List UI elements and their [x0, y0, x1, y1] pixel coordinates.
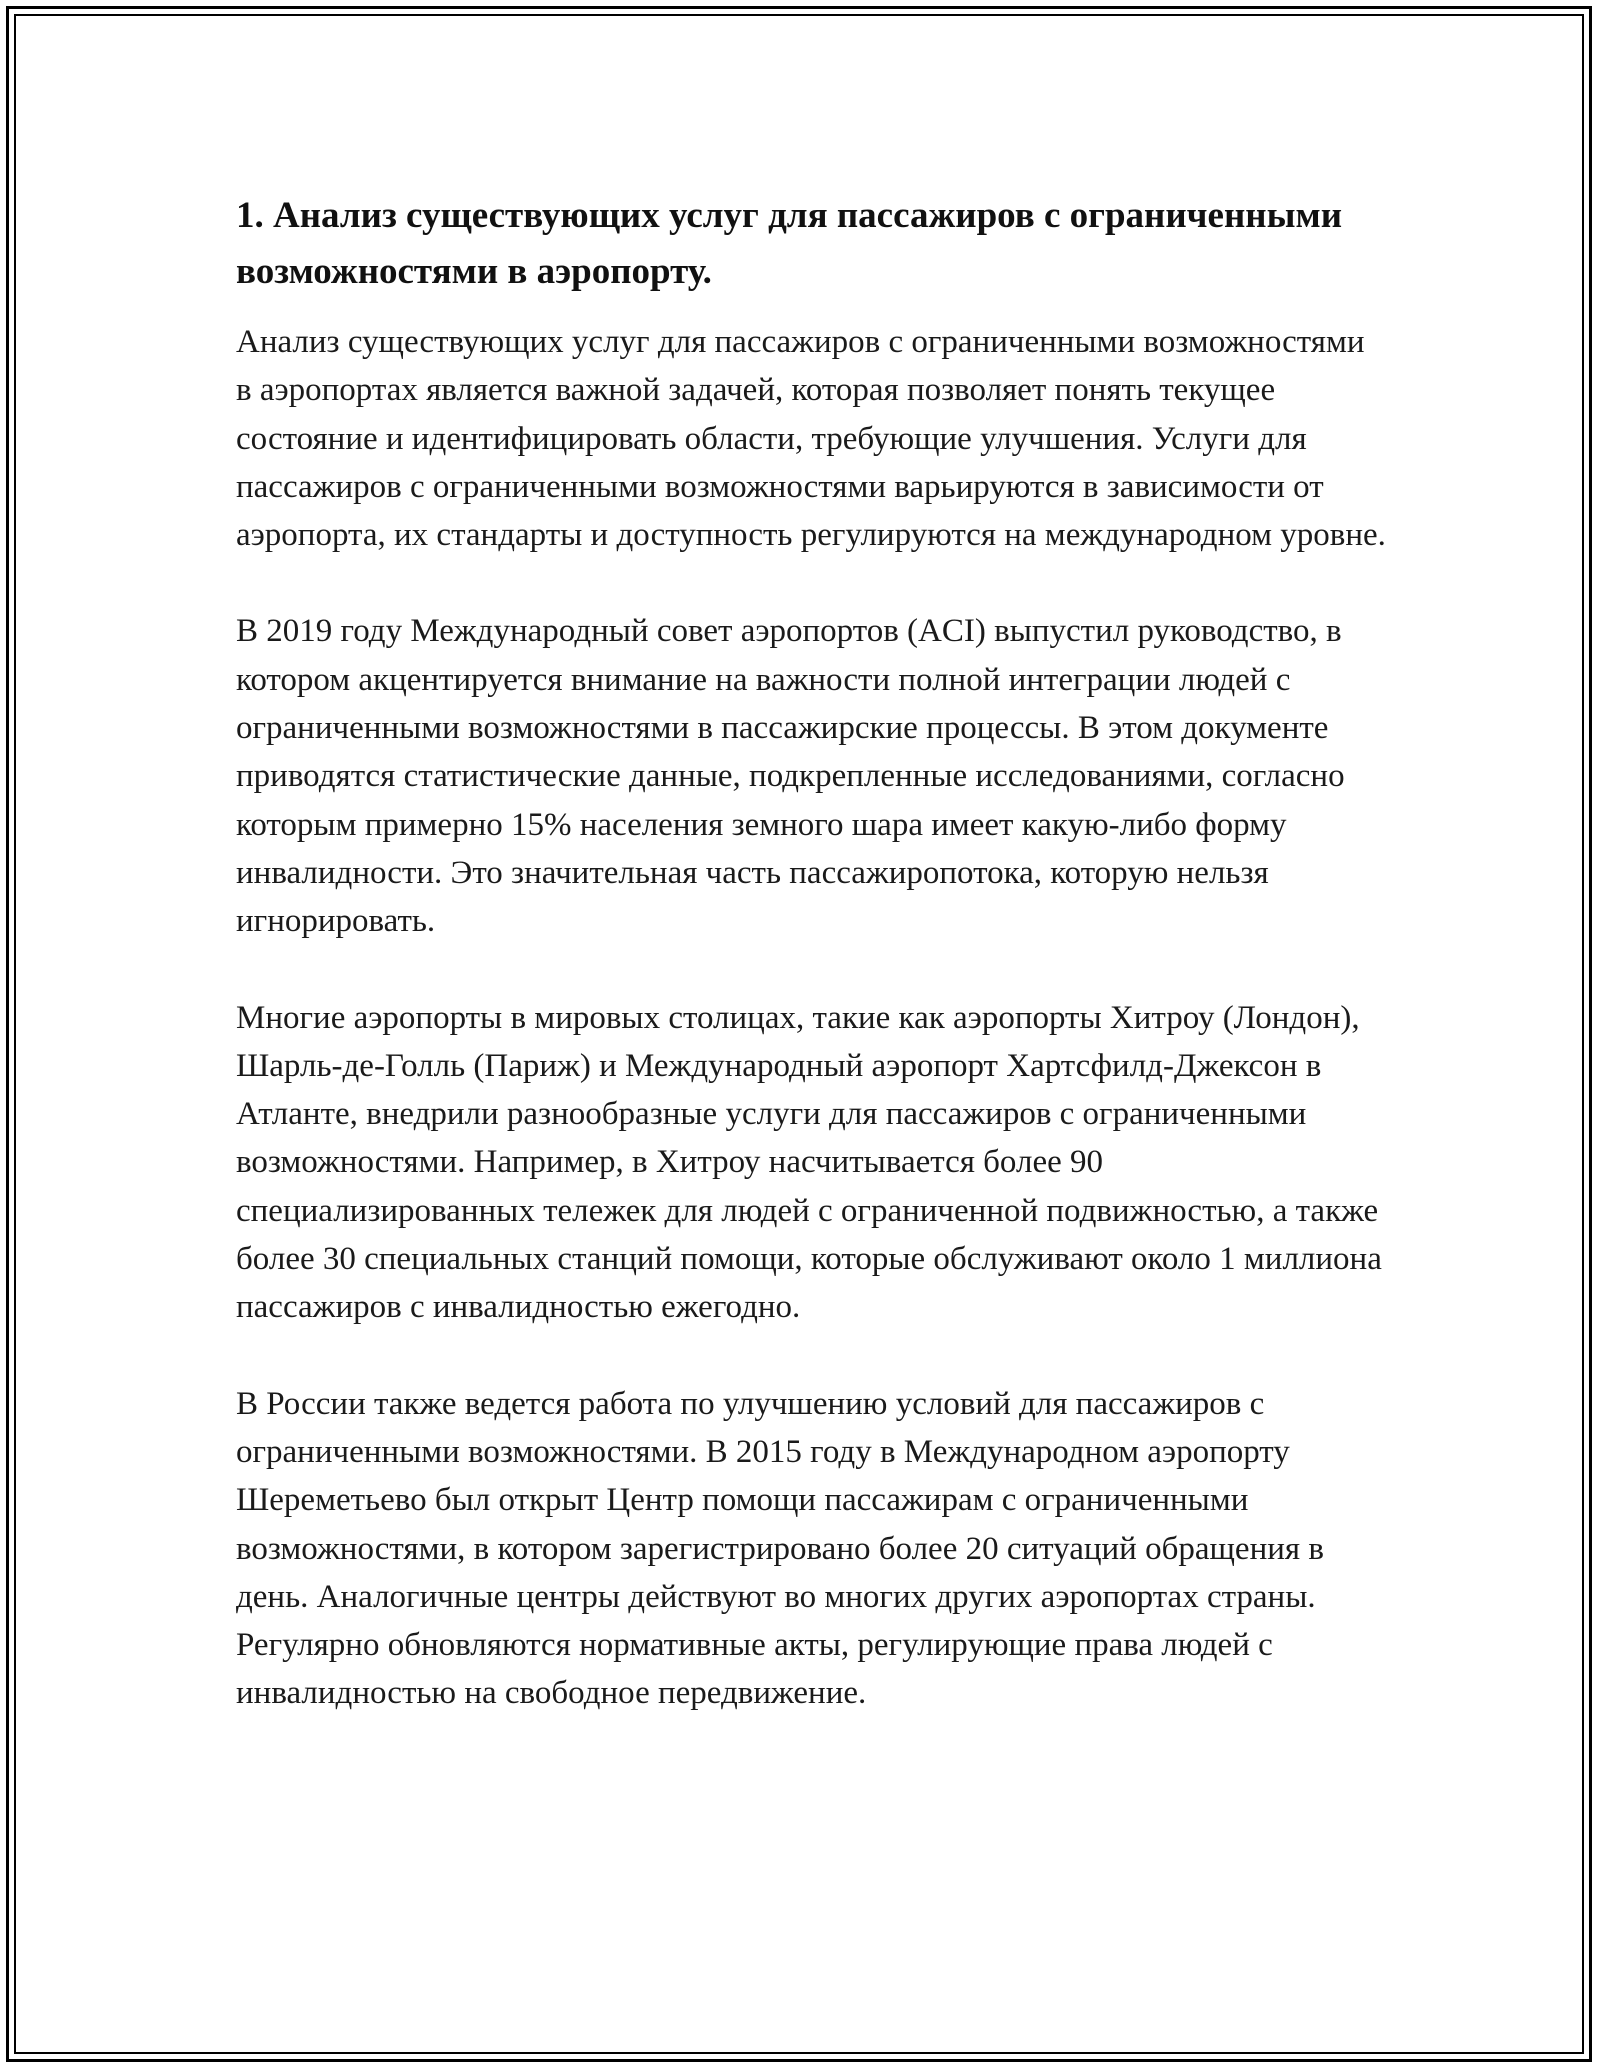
document-body — [236, 188, 1386, 1766]
paragraph-4: В России также ведется работа по улучшению условий для пассажиров с ограниченными возможностями. В 2015 году в Международном аэропорту Шереметьево был открыт Центр помощи пассажирам с ограниченными возможностями, в котором зарегистрировано более 20 ситуаций обращения в день. Аналогичные центры действуют во многих других аэропортах страны. Регулярно обновляются нормативные акты, регулирующие права людей с инвалидностью на свободное передвижение. — [236, 1385, 1324, 1712]
paragraph-1: Анализ существующих услуг для пассажиров с ограниченными возможностями в аэропортах является важной задачей, которая позволяет понять текущее состояние и идентифицировать области, требующие улучшения. Услуги для пассажиров с ограниченными возможностями варьируются в зависимости от аэропорта, их стандарты и доступность регулируются на международном уровне. — [236, 324, 1386, 554]
paragraph-2: В 2019 году Международный совет аэропортов (ACI) выпустил руководство, в котором акцентируется внимание на важности полной интеграции людей с ограниченными возможностями в пассажирские процессы. В этом документе приводятся статистические данные, подкрепленные исследованиями, согласно которым примерно 15% населения земного шара имеет какую-либо форму инвалидности. Это значительная часть пассажиропотока, которую нельзя игнорировать. — [236, 613, 1345, 940]
paragraph-3: Многие аэропорты в мировых столицах, такие как аэропорты Хитроу (Лондон), Шарль-де-Голль (Париж) и Международный аэропорт Хартсфилд-Джексон в Атланте, внедрили разнообразные услуги для пассажиров с ограниченными возможностями. Например, в Хитроу насчитывается более 90 специализированных тележек для людей с ограниченной подвижностью, а также более 30 специальных станций помощи, которые обслуживают около 1 миллиона пассажиров с инвалидностью ежегодно. — [236, 999, 1382, 1326]
section-heading: 1. Анализ существующих услуг для пассажиров с ограниченными возможностями в аэропорту. — [236, 195, 1343, 292]
